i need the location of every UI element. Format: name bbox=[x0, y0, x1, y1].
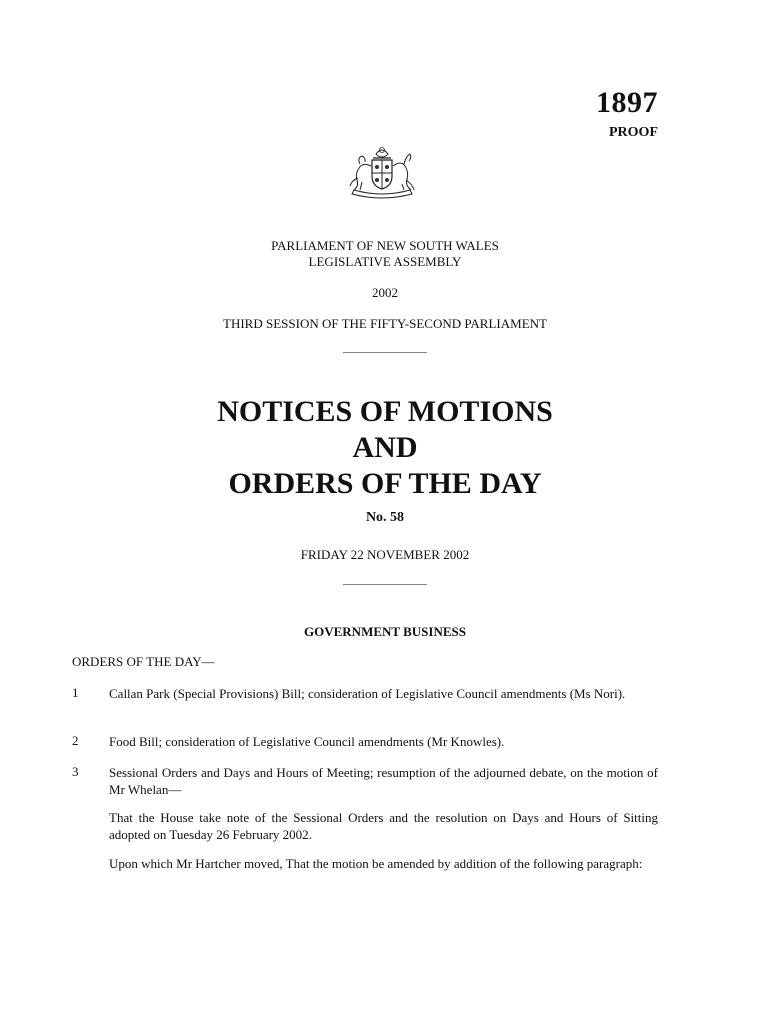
proof-label: PROOF bbox=[609, 125, 658, 140]
item-text: Sessional Orders and Days and Hours of Meeting; resumption of the adjourned debate, on the motion of Mr Whelan— bbox=[109, 765, 658, 797]
divider-rule bbox=[343, 584, 427, 585]
amendment-text: Upon which Mr Hartcher moved, That the motion be amended by addition of the following paragraph: bbox=[109, 856, 643, 871]
session-name: THIRD SESSION OF THE FIFTY-SECOND PARLIAMENT bbox=[223, 316, 547, 331]
parliament-name: PARLIAMENT OF NEW SOUTH WALES bbox=[271, 238, 499, 253]
session-year: 2002 bbox=[372, 285, 398, 300]
orders-of-the-day-label: ORDERS OF THE DAY— bbox=[72, 654, 215, 669]
title-line-2: AND bbox=[352, 431, 418, 464]
page-number: 1897 bbox=[596, 86, 658, 119]
title-line-3: ORDERS OF THE DAY bbox=[228, 467, 542, 500]
item-number: 3 bbox=[72, 764, 79, 779]
paper-date: FRIDAY 22 NOVEMBER 2002 bbox=[300, 547, 470, 562]
motion-text: That the House take note of the Sessional Orders and the resolution on Days and Hours of Sitting adopted on Tuesday 26 February 2002. bbox=[109, 810, 658, 842]
item-number: 1 bbox=[72, 685, 79, 700]
item-number: 2 bbox=[72, 733, 79, 748]
paper-number: No. 58 bbox=[365, 510, 405, 525]
section-heading: GOVERNMENT BUSINESS bbox=[304, 624, 466, 639]
title-line-1: NOTICES OF MOTIONS bbox=[217, 395, 553, 428]
item-text: Food Bill; consideration of Legislative Council amendments (Mr Knowles). bbox=[109, 734, 505, 749]
divider-rule bbox=[343, 352, 427, 353]
nsw-coat-of-arms-icon bbox=[340, 146, 424, 200]
house-name: LEGISLATIVE ASSEMBLY bbox=[308, 254, 462, 269]
item-text: Callan Park (Special Provisions) Bill; consideration of Legislative Council amendments (Ms Nori). bbox=[109, 686, 626, 701]
